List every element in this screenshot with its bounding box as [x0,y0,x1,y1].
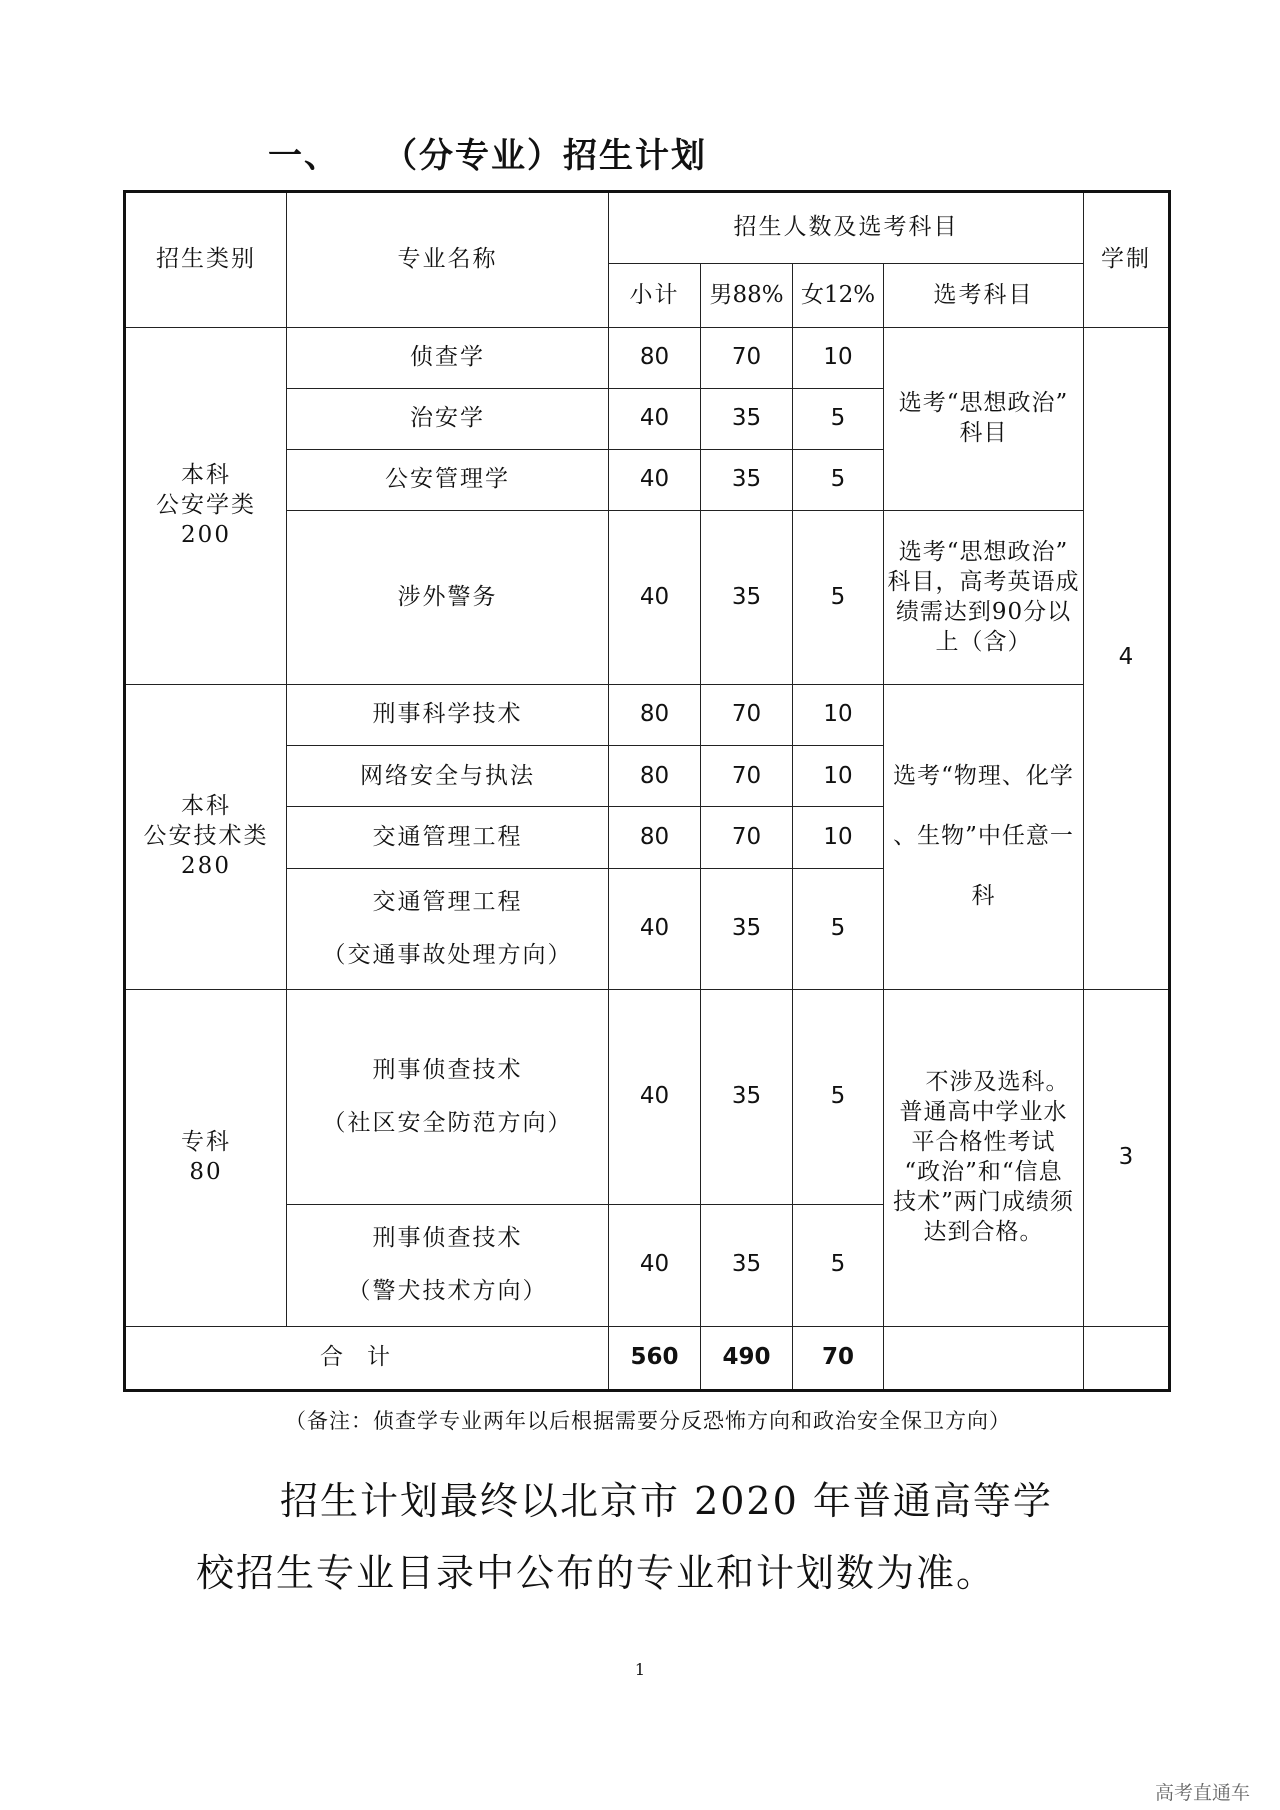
header-category: 招生类别 [125,192,287,328]
total-male: 490 [701,1326,793,1390]
section-heading [268,128,707,177]
category-cell: 本科 公安技术类 280 [125,685,287,989]
major-name: 涉外警务 [287,511,609,685]
total-female: 70 [793,1326,884,1390]
header-subjects: 选考科目 [884,264,1084,328]
female-cell: 5 [793,989,884,1204]
subtotal-cell: 40 [609,511,701,685]
header-duration: 学制 [1084,192,1170,328]
major-name: 刑事科学技术 [287,685,609,746]
statement-line-1: 招生计划最终以北京市 2020 年普通高等学 [280,1479,1053,1523]
header-subtotal: 小计 [609,264,701,328]
subject-requirement: 选考“思想政治” 科目，高考英语成 绩需达到90分以 上（含） [884,511,1084,685]
total-subtotal: 560 [609,1326,701,1390]
header-female: 女12% [793,264,884,328]
female-cell: 5 [793,389,884,450]
male-cell: 35 [701,511,793,685]
statement-line-2: 校招生专业目录中公布的专业和计划数为准。 [196,1551,997,1595]
duration-cell: 4 [1084,328,1170,990]
total-label: 合计 [125,1326,609,1390]
male-cell: 35 [701,389,793,450]
male-cell: 70 [701,807,793,868]
duration-cell: 3 [1084,989,1170,1326]
subject-requirement: 选考“思想政治” 科目 [884,328,1084,511]
subject-requirement: 不涉及选科。 普通高中学业水 平合格性考试 “政治”和“信息 技术”两门成绩须 达到合格。 [884,989,1084,1326]
male-cell: 70 [701,746,793,807]
male-cell: 35 [701,868,793,989]
section-title: （分专业）招生计划 [383,136,707,176]
major-name: 公安管理学 [287,450,609,511]
category-cell: 本科 公安学类 200 [125,328,287,685]
female-cell: 10 [793,328,884,389]
male-cell: 70 [701,685,793,746]
male-cell: 35 [701,1204,793,1326]
major-name: 刑事侦查技术 （社区安全防范方向） [287,989,609,1204]
subtotal-cell: 80 [609,685,701,746]
major-name: 网络安全与执法 [287,746,609,807]
section-number: 一、 [268,136,340,176]
male-cell: 35 [701,989,793,1204]
table-note: （备注：侦查学专业两年以后根据需要分反恐怖方向和政治安全保卫方向） [285,1409,1011,1433]
major-name: 交通管理工程 [287,807,609,868]
subject-requirement: 选考“物理、化学 、生物”中任意一 科 [884,685,1084,989]
female-cell: 10 [793,685,884,746]
subtotal-cell: 40 [609,1204,701,1326]
female-cell: 5 [793,450,884,511]
major-name: 刑事侦查技术 （警犬技术方向） [287,1204,609,1326]
major-name: 治安学 [287,389,609,450]
header-group: 招生人数及选考科目 [609,192,1084,264]
subtotal-cell: 80 [609,328,701,389]
subtotal-cell: 40 [609,450,701,511]
watermark: 高考直通车 [1154,1782,1250,1804]
header-male: 男88% [701,264,793,328]
female-cell: 5 [793,868,884,989]
header-major: 专业名称 [287,192,609,328]
final-statement [196,1465,1116,1609]
category-cell: 专科 80 [125,989,287,1326]
major-name: 交通管理工程 （交通事故处理方向） [287,868,609,989]
female-cell: 5 [793,511,884,685]
female-cell: 5 [793,1204,884,1326]
male-cell: 70 [701,328,793,389]
subtotal-cell: 80 [609,746,701,807]
female-cell: 10 [793,807,884,868]
total-duration-empty [1084,1326,1170,1390]
subtotal-cell: 40 [609,868,701,989]
total-subjects-empty [884,1326,1084,1390]
male-cell: 35 [701,450,793,511]
enrollment-plan-table [123,190,1171,1392]
subtotal-cell: 40 [609,389,701,450]
female-cell: 10 [793,746,884,807]
major-name: 侦查学 [287,328,609,389]
subtotal-cell: 80 [609,807,701,868]
subtotal-cell: 40 [609,989,701,1204]
page-number: 1 [634,1660,646,1679]
